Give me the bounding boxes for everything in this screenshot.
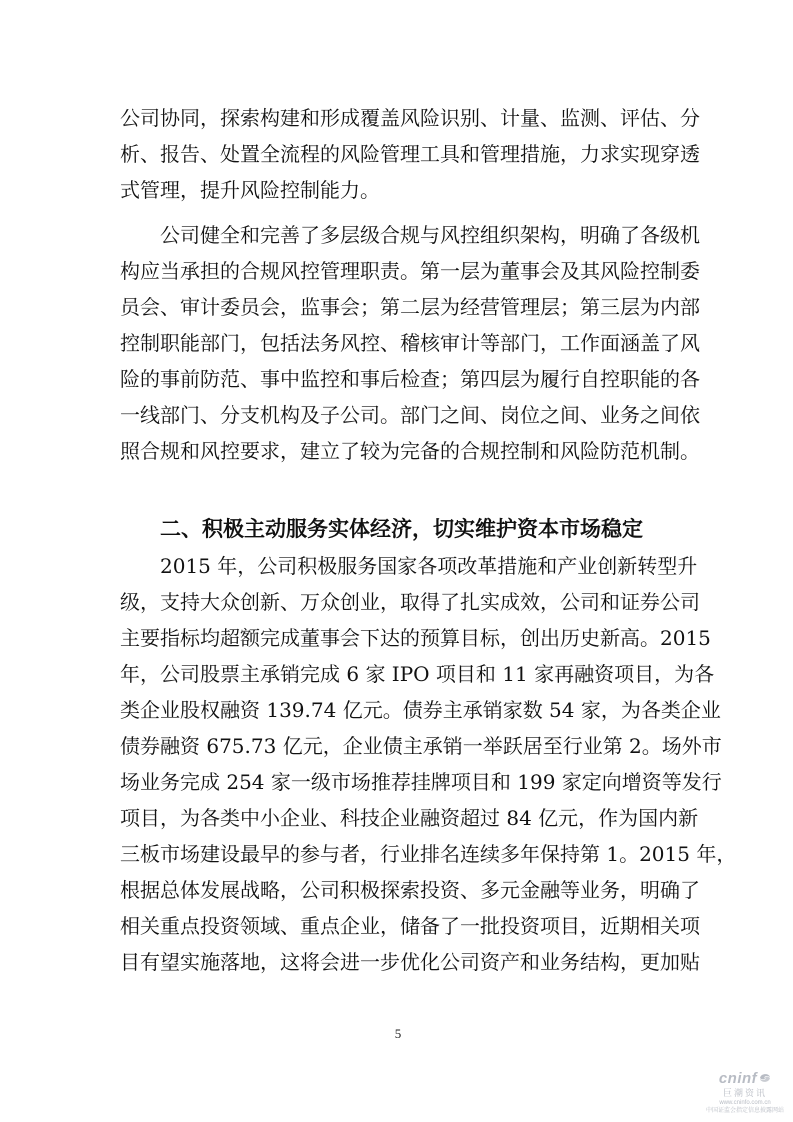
paragraph3-line-9: 三板市场建设最早的参与者，行业排名连续多年保持第 1。2015 年， [120, 842, 737, 866]
watermark-chinese-name: 巨潮资讯 [722, 1088, 767, 1098]
paragraph1-line-2: 析、报告、处置全流程的风险管理工具和管理措施，力求实现穿透 [120, 142, 700, 166]
paragraph2-line-5: 险的事前防范、事中监控和事后检查；第四层为履行自控职能的各 [120, 367, 700, 391]
paragraph2-line-6: 一线部门、分支机构及子公司。部门之间、岗位之间、业务之间依 [120, 403, 700, 427]
paragraph3-line-11: 相关重点投资领域、重点企业，储备了一批投资项目，近期相关项 [120, 914, 700, 938]
paragraph3-line-3: 主要指标均超额完成董事会下达的预算目标，创出历史新高。2015 [120, 626, 711, 650]
paragraph1-line-1: 公司协同，探索构建和形成覆盖风险识别、计量、监测、评估、分 [120, 106, 700, 130]
paragraph2-line-3: 员会、审计委员会，监事会；第二层为经营管理层；第三层为内部 [120, 295, 700, 319]
watermark-url: www.cninfo.com.cn [719, 1100, 771, 1106]
paragraph3-line-2: 级，支持大众创新、万众创业，取得了扎实成效，公司和证券公司 [120, 590, 700, 614]
paragraph3-line-10: 根据总体发展战略，公司积极探索投资、多元金融等业务，明确了 [120, 878, 700, 902]
paragraph2-line-7: 照合规和风控要求，建立了较为完备的合规控制和风险防范机制。 [120, 439, 700, 463]
paragraph3-line-12: 目有望实施落地，这将会进一步优化公司资产和业务结构，更加贴 [120, 950, 700, 974]
page-number: 5 [394, 1026, 402, 1041]
paragraph3-line-5: 类企业股权融资 139.74 亿元。债券主承销家数 54 家，为各类企业 [120, 698, 721, 722]
watermark-org: 中国证监会指定信息披露网站 [705, 1108, 784, 1114]
paragraph1-line-3: 式管理，提升风险控制能力。 [120, 178, 380, 202]
paragraph2-line-4: 控制职能部门，包括法务风控、稽核审计等部门，工作面涵盖了风 [120, 331, 700, 355]
paragraph3-line-8: 项目，为各类中小企业、科技企业融资超过 84 亿元，作为国内新 [120, 806, 699, 830]
paragraph3-line-6: 债券融资 675.73 亿元，企业债主承销一举跃居至行业第 2。场外市 [120, 734, 722, 758]
section-heading: 二、积极主动服务实体经济，切实维护资本市场稳定 [160, 517, 643, 541]
swirl-logo-icon [759, 1072, 771, 1084]
watermark-logo-row [700, 1068, 790, 1088]
cninfo-watermark [700, 1068, 790, 1118]
paragraph3-line-7: 场业务完成 254 家一级市场推荐挂牌项目和 199 家定向增资等发行 [120, 770, 722, 794]
paragraph3-line-4: 年，公司股票主承销完成 6 家 IPO 项目和 11 家再融资项目，为各 [120, 662, 715, 686]
paragraph2-line-2: 构应当承担的合规风控管理职责。第一层为董事会及其风险控制委 [120, 259, 700, 283]
paragraph2-line-1: 公司健全和完善了多层级合规与风控组织架构，明确了各级机 [160, 223, 700, 247]
paragraph3-line-1: 2015 年，公司积极服务国家各项改革措施和产业创新转型升 [160, 554, 698, 578]
watermark-logo-text: cninf [718, 1069, 758, 1087]
